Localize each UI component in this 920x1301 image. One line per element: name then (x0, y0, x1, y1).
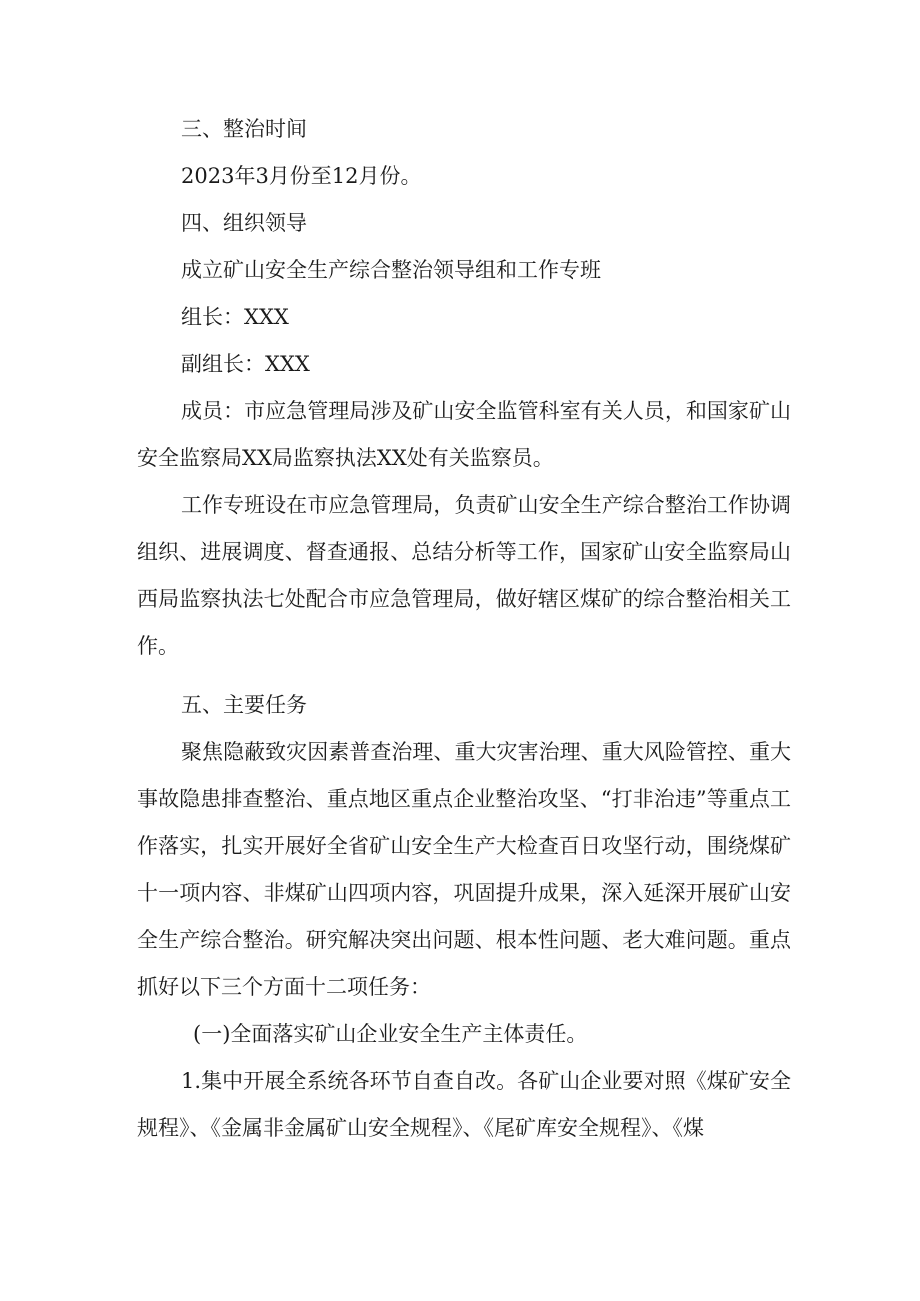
schedule-text: 2023年3月份至12月份。 (181, 164, 422, 188)
organization-intro: 成立矿山安全生产综合整治领导组和工作专班 (181, 258, 601, 282)
task-item-1: 1.集中开展全系统各环节自查自改。各矿山企业要对照《煤矿安全规程》、《金属非金属矿山安全规程》、《尾矿库安全规程》、《煤 (137, 1069, 791, 1140)
deputy-leader-line: 副组长：XXX (181, 352, 310, 376)
section-heading-tasks: 五、主要任务 (181, 693, 307, 717)
leader-line: 组长：XXX (181, 305, 289, 329)
tasks-overview-paragraph: 聚焦隐蔽致灾因素普查治理、重大灾害治理、重大风险管控、重大事故隐患排查整治、重点地区重点企业整治攻坚、“打非治违”等重点工作落实，扎实开展好全省矿山安全生产大检查百日攻坚行动，围绕煤矿十一项内容、非煤矿山四项内容，巩固提升成果，深入延深开展矿山安全生产综合整治。研究解决突出问题、根本性问题、老大难问题。重点抓好以下三个方面十二项任务： (137, 740, 791, 999)
section-heading-schedule: 三、整治时间 (181, 117, 307, 141)
task-force-paragraph: 工作专班设在市应急管理局，负责矿山安全生产综合整治工作协调组织、进展调度、督查通报、总结分析等工作，国家矿山安全监察局山西局监察执法七处配合市应急管理局，做好辖区煤矿的综合整治相关工作。 (137, 493, 791, 658)
members-paragraph: 成员：市应急管理局涉及矿山安全监管科室有关人员，和国家矿山安全监察局XX局监察执法XX处有关监察员。 (137, 399, 791, 470)
subsection-heading-responsibility: (一)全面落实矿山企业安全生产主体责任。 (193, 1022, 588, 1046)
paragraph-gap (137, 670, 791, 682)
section-heading-organization: 四、组织领导 (181, 211, 307, 235)
document-body (137, 106, 791, 1152)
